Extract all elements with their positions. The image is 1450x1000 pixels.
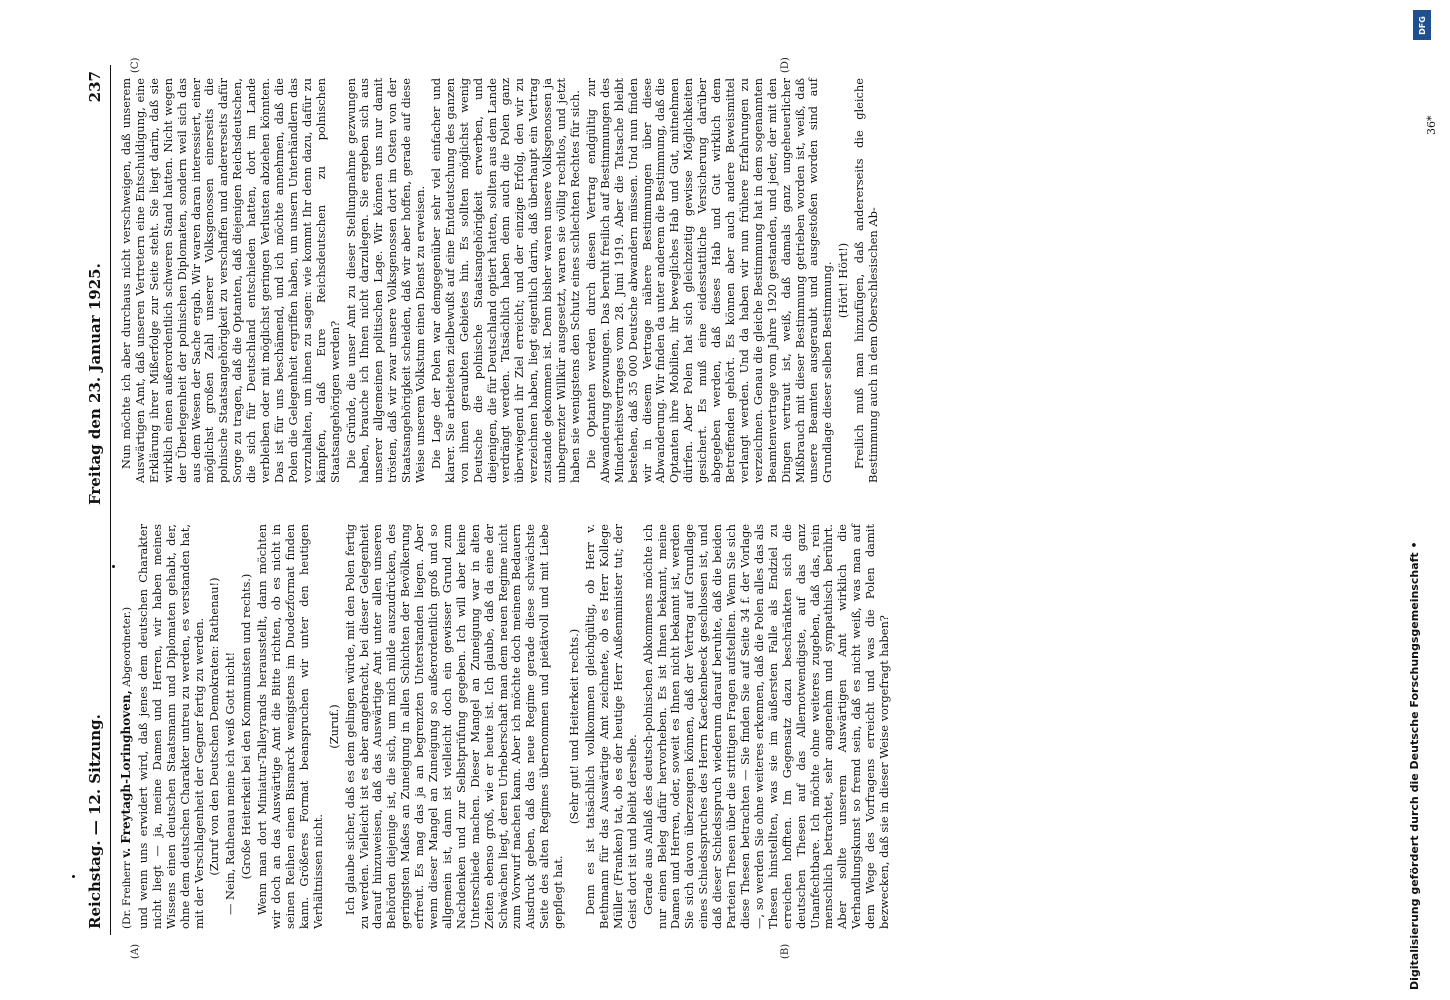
interjection: (Sehr gut! und Heiterkeit rechts.) [567,628,582,825]
dfg-logo-text: DFG [1417,15,1427,35]
speaker-line [120,524,135,929]
interjection: (Zuruf von den Deutschen Demokraten: Rathenau!) [207,577,222,876]
interjection: (Große Heiterkeit bei den Kommunisten und rechts.) [239,573,254,880]
paragraph: Ich glaube sicher, daß es dem gelingen würde, mit den Polen fertig zu werden. Vielleicht ist es aber angebracht, bei dieser Gelegenheit darauf hinzuweisen, daß das Auswärtige Amt unter allen unseren Behörden diejenige ist, die sich, um mich milde auszudrücken, des geringsten Maßes an Zuneigung in allen Schichten der Bevölkerung erfreut. Es mag das ja an begrenzten Unterstanden liegen. Aber wenn dieser Mangel an Zuneigung so außerordentlich groß und so allgemein ist, dann ist vielleicht doch ein gewisser Grund zum Nachdenken und zur Selbstprüfung gegeben. Ich will aber keine Unterschiede machen. Dieser Mangel an Zuneigung war in alten Zeiten ebenso groß, wie er heute ist. Ich glaube, daß da eine der Schwächen liegt, deren Urheberschaft man dem neuen Regime nicht zum Vorwurf machen kann. Aber ich möchte doch meinem Bedauern Ausdruck geben, daß das neue Regime gerade diese schwächste Seite des alten Regimes übernommen und pietätvoll und mit Liebe gepflegt hat. [342,524,566,929]
paragraph: Gerade aus Anlaß des deutsch-polnischen Abkommens möchte ich nur einen Beleg dafür hervorheben. Es ist Ihnen bekannt, meine Damen und Herren, oder, soweit es Ihnen nicht bekannt ist, werden Sie sich davon überzeugen können, daß der Vertrag auf Grundlage eines Schiedsspruches des Herrn Kaeckenbeeck geschlossen ist, und daß dieser Schiedsspruch wiederum darauf beruhte, daß die beiden Parteien Thesen über die strittigen Fragen aufstellten. Wenn Sie sich diese Thesen betrachten — Sie finden Sie auf Seite 34 f. der Vorlage —, so werden Sie ohne weiteres erkennen, daß die Polen alles das als Thesen hinstellten, was sie im äußersten Falle als Endziel zu erreichen hofften. Im Gegensatz dazu beschränkten sich die deutschen Thesen auf das Allernotwendigste, auf das ganz Unanfechtbare. Ich möchte ohne weiteres zugeben, daß das, rein menschlich betrachtet, sehr angenehm und sympathisch berührt. Aber sollte unserem Auswärtigen Amt wirklich die Verhandlungskunst so fremd sein, daß es nicht weiß, was man auf dem Wege des Vorfragens erreicht und was die Polen damit bezwecken, daß sie in dieser Weise vorgefragt haben? [640,524,892,929]
rotated-page [80,57,1450,959]
digitization-credit: Digitalisierung gefördert durch die Deutsche Forschungsgemeinschaft • [1408,541,1421,990]
speaker-prefix: (Dr. Freiherr [121,861,133,929]
margin-mark-c: (C) [130,57,141,73]
speaker-suffix: Abgeordneter.) [121,606,133,687]
paragraph: Nun möchte ich aber durchaus nicht verschweigen, daß unserem Auswärtigen Amt, daß unseren Vertretern eine Entschuldigung, eine Erklärung ihrer Mißerfolge zur Seite steht. Sie liegt darin, daß sie wirklich einen außerordentlich schweren Stand hatten. Nicht wegen der Überlegenheit der polnischen Diplomaten, sondern weil sich das aus dem Wesen der Sache ergab. Wir waren daran interessiert, einer möglichst großen Zahl unserer Volksgenossen einerseits die polnische Staatsangehörigkeit zu verschaffen und andererseits dafür Sorge zu tragen, daß die Optanten, daß diejenigen Reichsdeutschen, die sich für Deutschland entschieden hatten, dort im Lande verbleiben oder mit möglichst geringen Verlusten abziehen könnten. Das ist für uns beschämend, und ich möchte annehmen, daß die Polen die Gelegenheit ergriffen haben, um unsern Unterhändlern das vorzuhalten, um ihnen zu sagen: wie kommt Ihr denn dazu, dafür zu kämpfen, daß Eure Reichsdeutschen zu polnischen Staatsangehörigen werden? [119,78,342,483]
margin-mark-a: (A) [130,943,141,959]
margin-mark-d: (D) [780,57,791,73]
scan-speck [72,875,75,878]
paragraph: Die Gründe, die unser Amt zu dieser Stellungnahme gezwungen haben, brauche ich Ihnen nicht darzulegen. Sie ergeben sich aus unserer allgemeinen politischen Lage. Wir können uns nur damit trösten, daß wir zwar unsere Volksgenossen dort im Osten von der Staatsangehörigkeit scheiden, daß wir aber hoffen, gerade auf diese Weise unserem Volkstum einen Dienst zu erweisen. [343,78,428,483]
paragraph: — Nein, Rathenau meine ich weiß Gott nicht! [223,651,238,915]
paragraph: Die Optanten werden durch diesen Vertrag endgültig zur Abwanderung gezwungen. Das beruht freilich auf Bestimmungen des Minderheitsvertrages vom 28. Juni 1919. Aber die Tatsache bleibt bestehen, daß 35 000 Deutsche abwandern müssen. Und nun finden wir in diesem Vertrage nähere Bestimmungen über diese Abwanderung. Wir finden da unter anderem die Bestimmung, daß die Optanten ihre Mobilien, ihr bewegliches Hab und Gut, mitnehmen dürfen. Aber Polen hat sich gleichzeitig gewisse Möglichkeiten gesichert. Es muß eine eidesstattliche Versicherung darüber abgegeben werden, daß dieses Hab und Gut wirklich dem Betreffenden gehört. Es können aber auch andere Beweismittel verlangt werden. Und da haben wir nun frühere Erfahrungen zu verzeichnen. Genau die gleiche Bestimmung hat in dem sogenannten Beamtenvertrage vom Jahre 1920 gestanden, und jeder, der mit den Dingen vertraut ist, weiß, daß damals ganz ungeheuerlicher Mißbrauch mit dieser Bestimmung getrieben worden ist, weiß, daß unsere Beamten ausgeraubt und ausgestoßen worden sind auf Grundlage dieser selben Bestimmung. [583,78,835,483]
page-number: 237 [86,71,104,103]
paragraph: und wenn uns erwidert wird, daß jenes dem deutschen Charakter nicht liegt — ja, meine Damen und Herren, wir haben meines Wissens einen deutschen Staatsmann und Diplomaten gehabt, der, ohne dem deutschen Charakter untreu zu werden, es verstanden hat, mit der Verschlagenheit der Gegner fertig zu werden. [135,524,206,929]
interjection: (Hört! Hört!) [836,242,851,319]
paragraph: Freilich muß man hinzufügen, daß andererseits die gleiche Bestimmung auch in dem Oberschlesischen Ab- [852,78,881,483]
paragraph: Denn es ist tatsächlich vollkommen gleichgültig, ob Herr v. Bethmann für das Auswärtige Amt zeichnete, ob es Herr Kollege Müller (Franken) tat, ob es der heutige Herr Außenminister tut; der Geist dort ist und bleibt derselbe. [583,524,639,929]
header-session: Reichstag. — 12. Sitzung. [86,714,104,929]
margin-mark-b: (B) [780,943,791,959]
dfg-logo [1413,10,1431,40]
scan-speck [112,565,115,568]
page-header [80,65,111,935]
paragraph: Wenn man dort Miniatur-Talleyrands herausstellt, dann möchten wir doch an das Auswärtige Amt die Bitte richten, ob es nicht in seinen Reihen einen Bismarck wenigstens im Duodezformat finden kann. Größeres Format beanspruchen wir unter den heutigen Verhältnissen nicht. [255,524,325,929]
paragraph: Die Lage der Polen war demgegenüber sehr viel einfacher und klarer. Sie arbeiteten zielbewußt auf eine Entdeutschung des ganzen von ihnen geraubten Gebietes hin. Es sollten möglichst wenig Deutsche die polnische Staatsangehörigkeit erwerben, und diejenigen, die für Deutschland optiert hatten, sollten aus dem Lande verdrängt werden. Tatsächlich haben denn auch die Polen ganz überwiegend ihr Ziel erreicht; und der einzige Erfolg, den wir zu verzeichnen haben, liegt eigentlich darin, daß überhaupt ein Vertrag zustande gekommen ist. Denn bisher waren unsere Volksgenossen ja unbegrenzter Willkür ausgesetzt, waren sie völlig rechtlos, und jetzt haben sie wenigstens den Schutz eines schlechten Rechtes für sich. [428,78,582,483]
signature-mark: 36* [1425,115,1438,135]
text-column-left [120,524,894,929]
speaker-name: v. Freytagh-Loringhoven, [119,690,133,858]
interjection: (Zuruf.) [326,704,341,749]
text-column-right [120,78,883,483]
header-date: Freitag den 23. Januar 1925. [86,263,104,505]
